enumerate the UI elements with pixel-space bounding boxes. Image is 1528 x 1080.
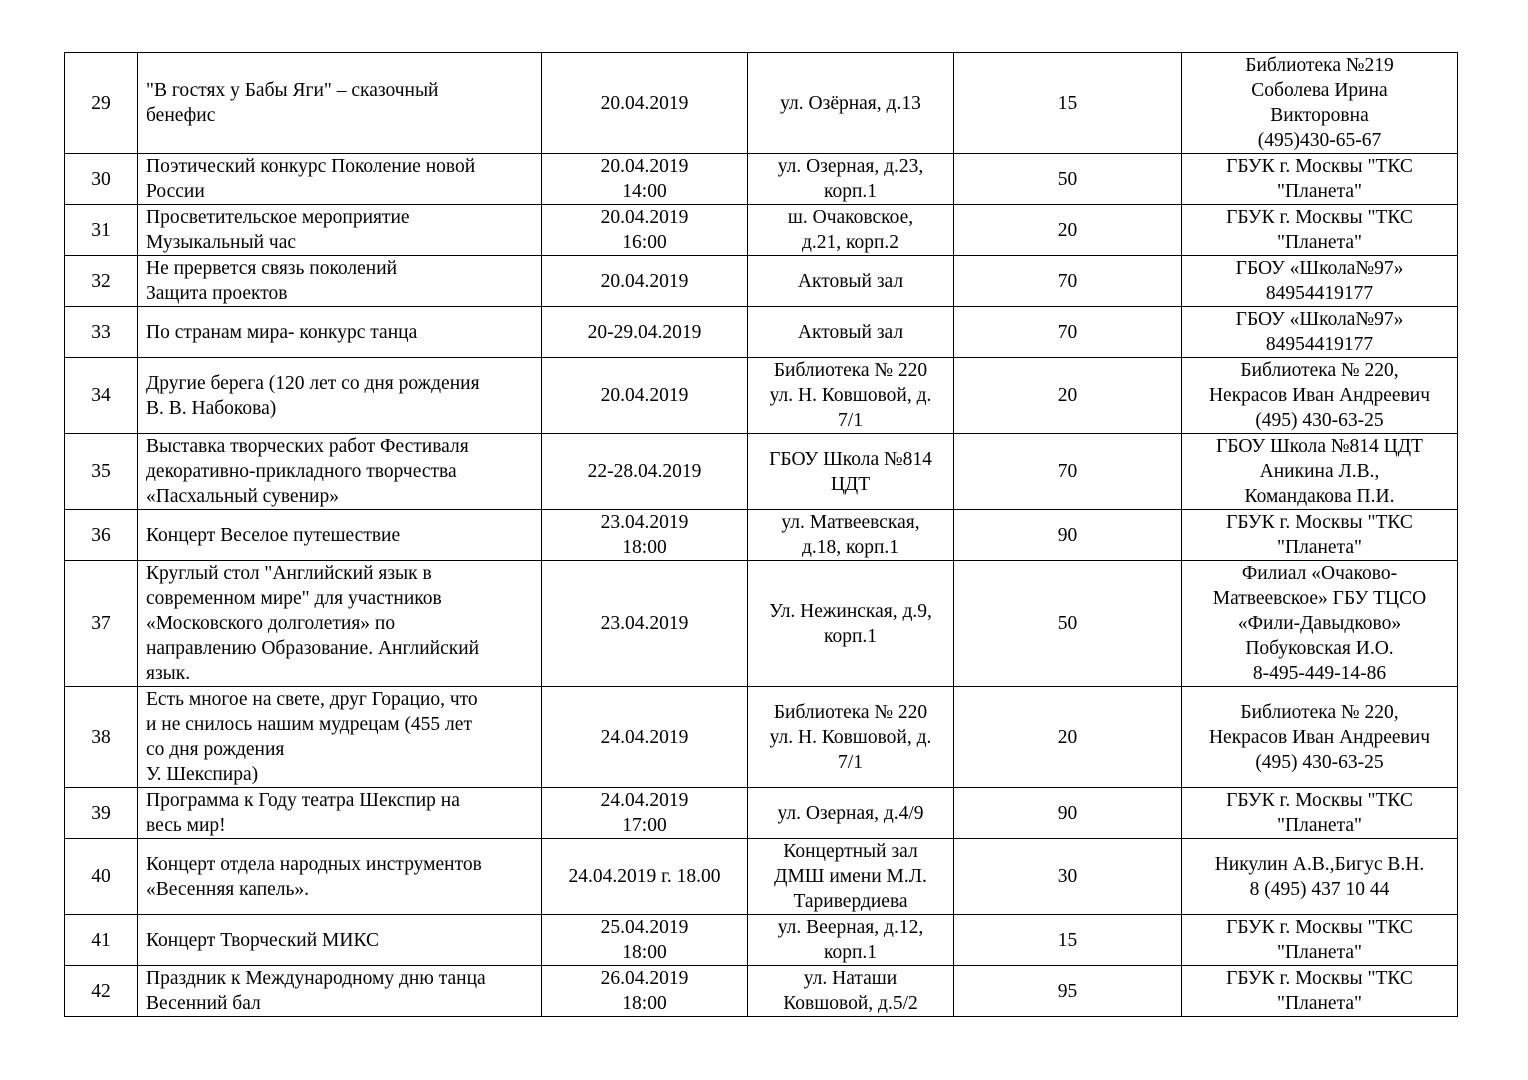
participant-count: 50 [954,561,1182,687]
event-organizer: ГБУК г. Москвы "ТКС "Планета" [1182,154,1458,205]
table-row [65,915,1458,966]
event-title: Концерт Творческий МИКС [138,915,542,966]
event-place: ул. Матвеевская, д.18, корп.1 [748,510,954,561]
event-place: ш. Очаковское, д.21, корп.2 [748,205,954,256]
participant-count: 20 [954,205,1182,256]
event-organizer: ГБОУ «Школа№97» 84954419177 [1182,256,1458,307]
event-title: Концерт отдела народных инструментов «Весенняя капель». [138,839,542,915]
event-place: ул. Озерная, д.4/9 [748,788,954,839]
event-place: Ул. Нежинская, д.9, корп.1 [748,561,954,687]
event-title: Круглый стол "Английский язык в современном мире" для участников «Московского долголетия» по направлению Образование. Английский язык. [138,561,542,687]
event-organizer: Библиотека № 220, Некрасов Иван Андреевич (495) 430-63-25 [1182,687,1458,788]
events-table [64,52,1458,1017]
events-table-body [65,53,1458,1017]
event-title: Другие берега (120 лет со дня рождения В. В. Набокова) [138,358,542,434]
participant-count: 50 [954,154,1182,205]
event-date: 26.04.2019 18:00 [542,966,748,1017]
event-title: "В гостях у Бабы Яги" – сказочный бенефис [138,53,542,154]
event-title: По странам мира- конкурс танца [138,307,542,358]
participant-count: 95 [954,966,1182,1017]
row-number: 30 [65,154,138,205]
participant-count: 20 [954,687,1182,788]
row-number: 42 [65,966,138,1017]
event-organizer: ГБОУ Школа №814 ЦДТ Аникина Л.В., Командакова П.И. [1182,434,1458,510]
event-organizer: Библиотека №219 Соболева Ирина Викторовна (495)430-65-67 [1182,53,1458,154]
event-place: ул. Веерная, д.12, корп.1 [748,915,954,966]
event-date: 25.04.2019 18:00 [542,915,748,966]
event-place: ул. Наташи Ковшовой, д.5/2 [748,966,954,1017]
event-place: ГБОУ Школа №814 ЦДТ [748,434,954,510]
row-number: 37 [65,561,138,687]
row-number: 41 [65,915,138,966]
table-row [65,839,1458,915]
event-organizer: ГБУК г. Москвы "ТКС "Планета" [1182,915,1458,966]
event-title: Поэтический конкурс Поколение новой России [138,154,542,205]
event-place: Библиотека № 220 ул. Н. Ковшовой, д. 7/1 [748,687,954,788]
event-title: Праздник к Международному дню танца Весенний бал [138,966,542,1017]
row-number: 35 [65,434,138,510]
event-organizer: ГБОУ «Школа№97» 84954419177 [1182,307,1458,358]
table-row [65,788,1458,839]
table-row [65,205,1458,256]
event-date: 24.04.2019 г. 18.00 [542,839,748,915]
event-place: Актовый зал [748,256,954,307]
event-place: Актовый зал [748,307,954,358]
event-organizer: Библиотека № 220, Некрасов Иван Андреевич (495) 430-63-25 [1182,358,1458,434]
table-row [65,561,1458,687]
participant-count: 90 [954,788,1182,839]
event-date: 20.04.2019 [542,358,748,434]
event-date: 20.04.2019 14:00 [542,154,748,205]
row-number: 36 [65,510,138,561]
participant-count: 20 [954,358,1182,434]
table-row [65,307,1458,358]
event-organizer: ГБУК г. Москвы "ТКС "Планета" [1182,788,1458,839]
table-row [65,154,1458,205]
event-place: ул. Озёрная, д.13 [748,53,954,154]
event-title: Концерт Веселое путешествие [138,510,542,561]
table-row [65,358,1458,434]
event-date: 20.04.2019 [542,256,748,307]
table-row [65,434,1458,510]
row-number: 32 [65,256,138,307]
event-date: 20.04.2019 16:00 [542,205,748,256]
participant-count: 15 [954,53,1182,154]
table-row [65,510,1458,561]
event-organizer: ГБУК г. Москвы "ТКС "Планета" [1182,966,1458,1017]
event-organizer: Никулин А.В.,Бигус В.Н. 8 (495) 437 10 44 [1182,839,1458,915]
table-row [65,966,1458,1017]
event-place: Концертный зал ДМШ имени М.Л. Таривердиева [748,839,954,915]
event-title: Просветительское мероприятие Музыкальный час [138,205,542,256]
participant-count: 90 [954,510,1182,561]
row-number: 33 [65,307,138,358]
participant-count: 70 [954,434,1182,510]
event-title: Не прервется связь поколений Защита проектов [138,256,542,307]
event-title: Программа к Году театра Шекспир на весь мир! [138,788,542,839]
event-place: ул. Озерная, д.23, корп.1 [748,154,954,205]
event-organizer: Филиал «Очаково- Матвеевское» ГБУ ТЦСО «Фили-Давыдково» Побуковская И.О. 8-495-449-14-86 [1182,561,1458,687]
event-date: 22-28.04.2019 [542,434,748,510]
table-row [65,256,1458,307]
event-title: Есть многое на свете, друг Горацио, что и не снилось нашим мудрецам (455 лет со дня рождения У. Шекспира) [138,687,542,788]
participant-count: 30 [954,839,1182,915]
participant-count: 70 [954,256,1182,307]
event-date: 20.04.2019 [542,53,748,154]
event-title: Выставка творческих работ Фестиваля декоративно-прикладного творчества «Пасхальный сувенир» [138,434,542,510]
event-date: 23.04.2019 18:00 [542,510,748,561]
event-date: 20-29.04.2019 [542,307,748,358]
event-organizer: ГБУК г. Москвы "ТКС "Планета" [1182,205,1458,256]
event-organizer: ГБУК г. Москвы "ТКС "Планета" [1182,510,1458,561]
event-date: 23.04.2019 [542,561,748,687]
event-place: Библиотека № 220 ул. Н. Ковшовой, д. 7/1 [748,358,954,434]
participant-count: 15 [954,915,1182,966]
row-number: 38 [65,687,138,788]
row-number: 29 [65,53,138,154]
event-date: 24.04.2019 17:00 [542,788,748,839]
row-number: 40 [65,839,138,915]
row-number: 31 [65,205,138,256]
table-row [65,53,1458,154]
event-date: 24.04.2019 [542,687,748,788]
table-row [65,687,1458,788]
row-number: 39 [65,788,138,839]
participant-count: 70 [954,307,1182,358]
row-number: 34 [65,358,138,434]
